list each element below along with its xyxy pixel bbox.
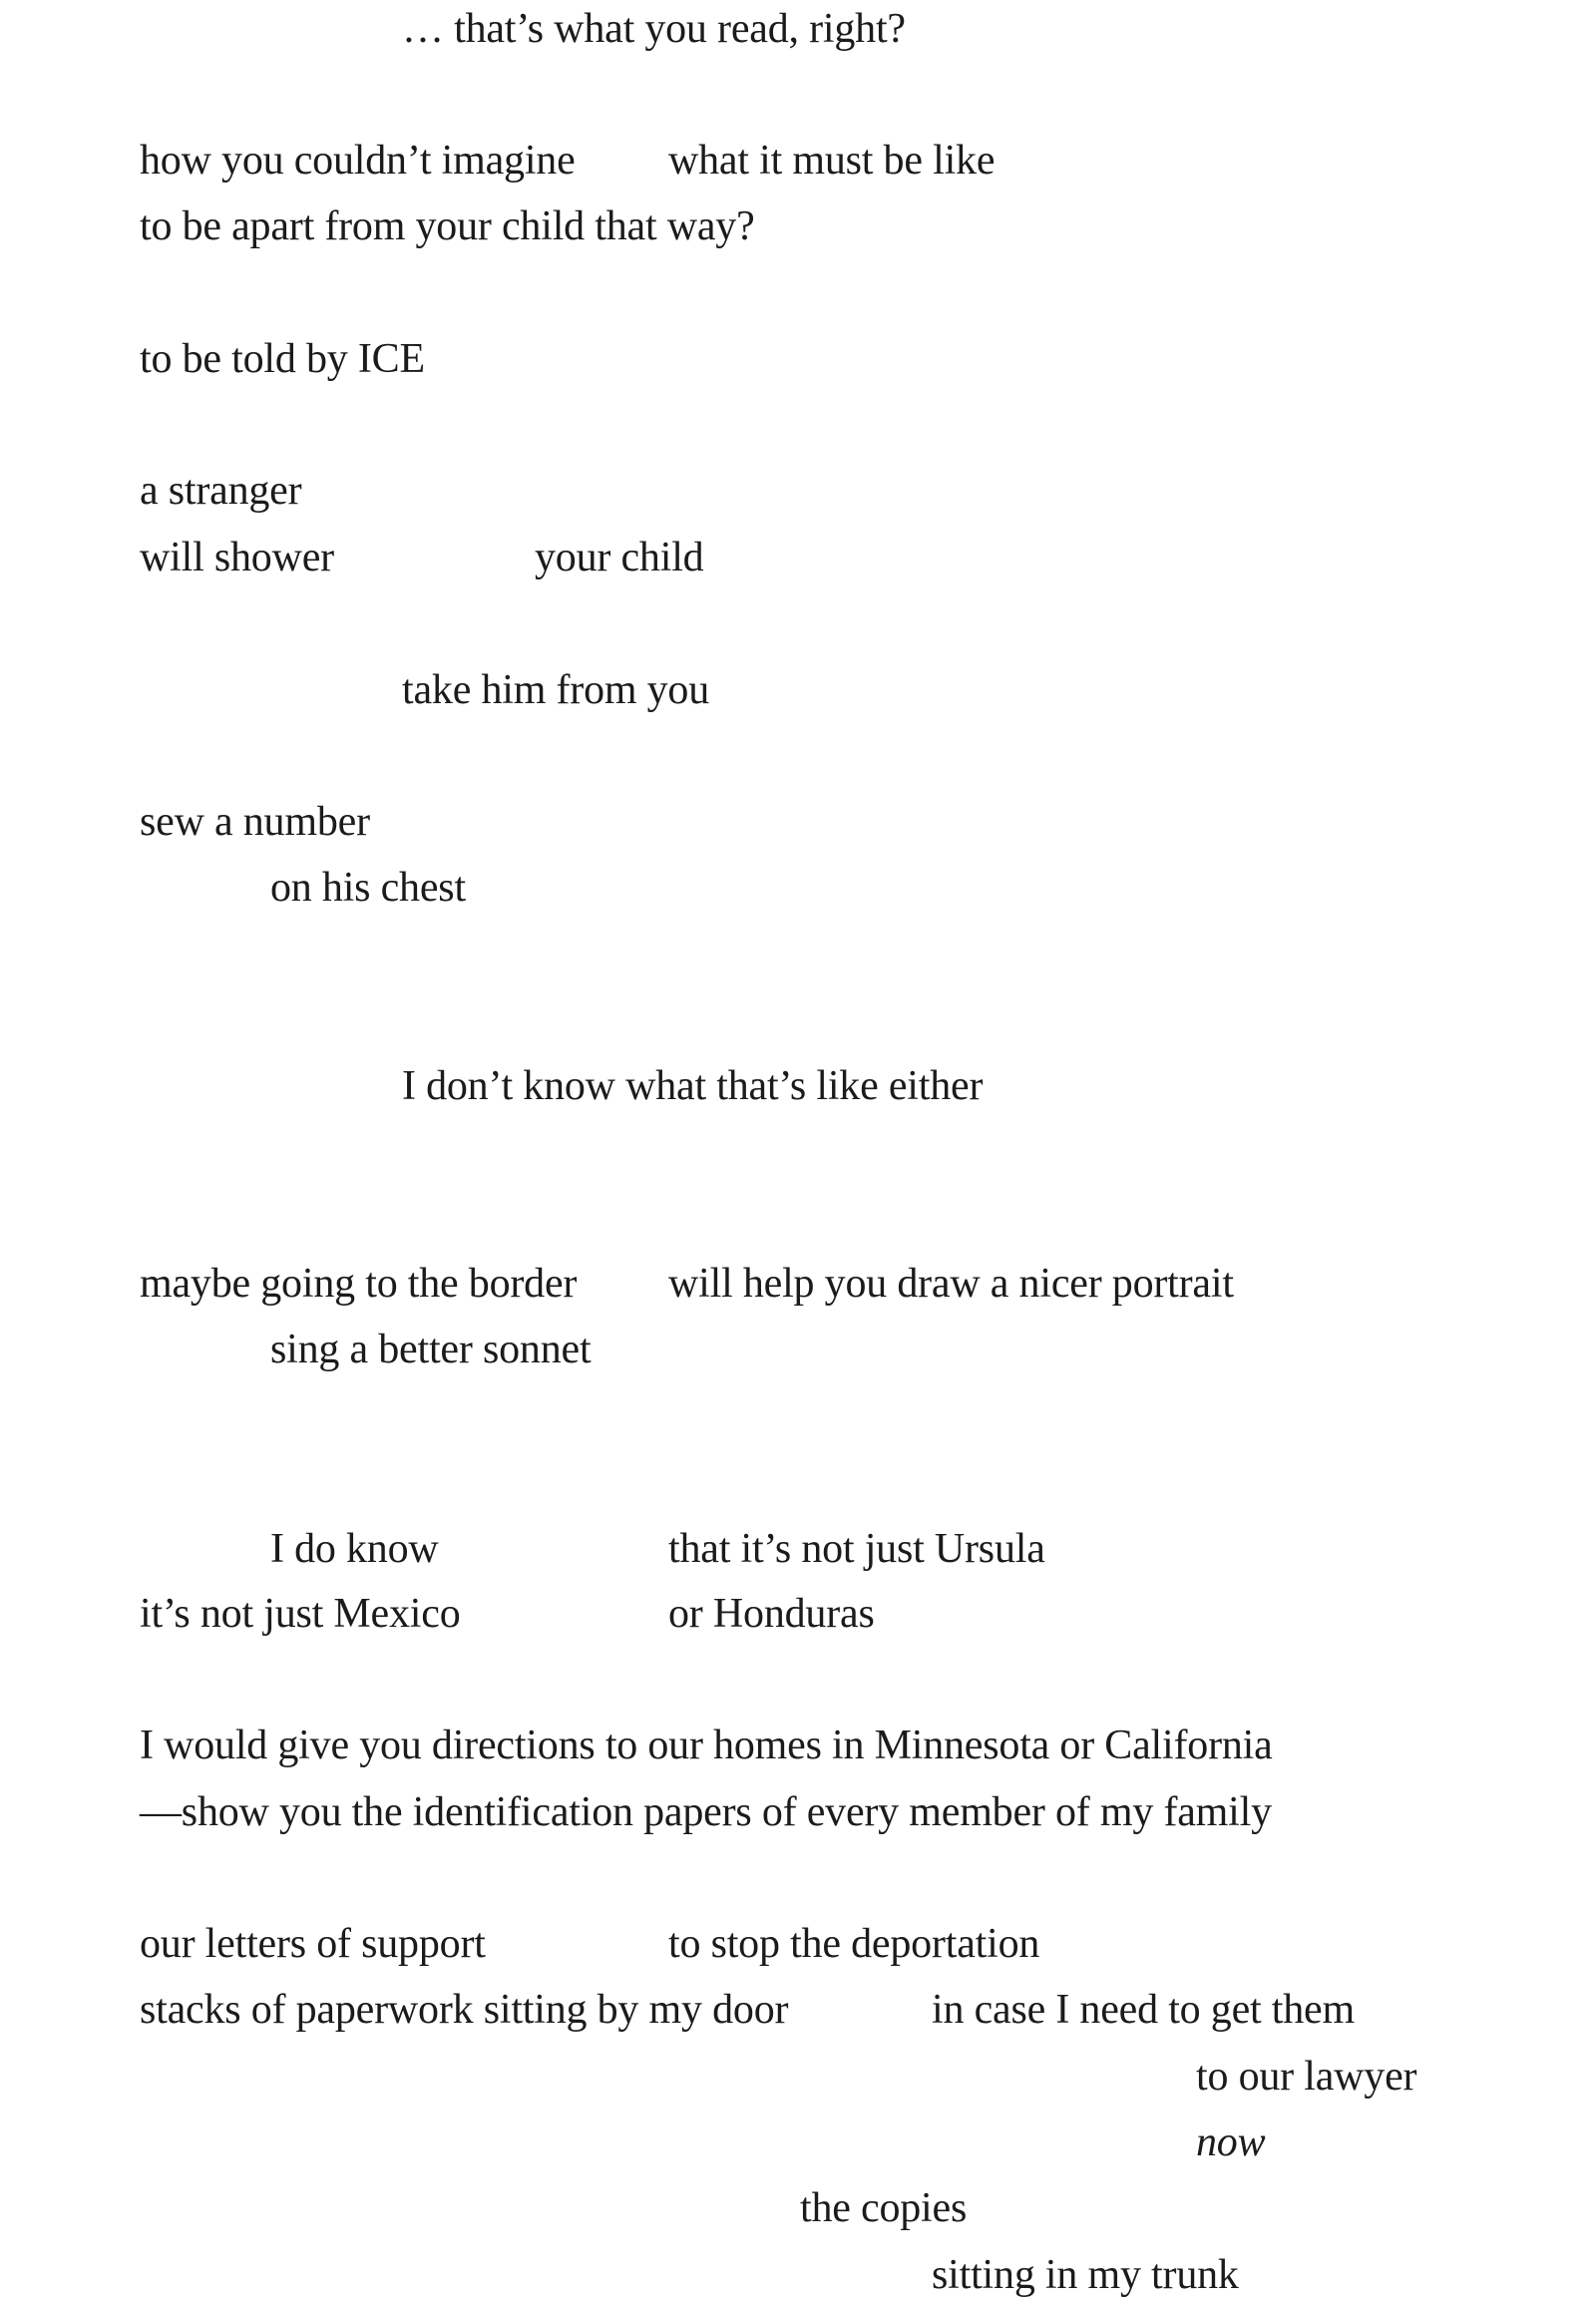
poem-line: in case I need to get them bbox=[932, 1987, 1355, 2033]
poem-line: —show you the identification papers of every member of my family bbox=[140, 1789, 1272, 1835]
poem-line: a stranger bbox=[140, 468, 302, 514]
poem-line: that it’s not just Ursula bbox=[668, 1526, 1045, 1572]
poem-line-italic: now bbox=[1196, 2119, 1266, 2165]
poem-line: sitting in my trunk bbox=[932, 2252, 1239, 2298]
poem-line: sew a number bbox=[140, 799, 370, 845]
poem-line: your child bbox=[535, 535, 704, 580]
poem-line: it’s not just Mexico bbox=[140, 1591, 461, 1637]
poem-line: take him from you bbox=[402, 667, 710, 713]
poem-line: sing a better sonnet bbox=[270, 1327, 592, 1372]
poem-line: to be apart from your child that way? bbox=[140, 203, 755, 249]
poem-line: stacks of paperwork sitting by my door bbox=[140, 1987, 789, 2033]
poem-line: or Honduras bbox=[668, 1591, 875, 1637]
poem-line: to our lawyer bbox=[1196, 2054, 1417, 2100]
poem-line: what it must be like bbox=[668, 138, 996, 184]
poem-line: will shower bbox=[140, 535, 334, 580]
poem-line: maybe going to the border bbox=[140, 1261, 578, 1307]
poem-line: how you couldn’t imagine bbox=[140, 138, 576, 184]
poem-line: to be told by ICE bbox=[140, 336, 425, 382]
poem-line: I do know bbox=[270, 1526, 439, 1572]
poem-line: to stop the deportation bbox=[668, 1921, 1040, 1967]
poem-line: I would give you directions to our homes in Minnesota or California bbox=[140, 1723, 1273, 1768]
poem-line: … that’s what you read, right? bbox=[402, 6, 906, 52]
poem-line: I don’t know what that’s like either bbox=[402, 1063, 984, 1109]
poem-line: our letters of support bbox=[140, 1921, 486, 1967]
poem-line: will help you draw a nicer portrait bbox=[668, 1261, 1234, 1307]
poem-line: the copies bbox=[800, 2185, 968, 2231]
poem-line: on his chest bbox=[270, 865, 466, 911]
